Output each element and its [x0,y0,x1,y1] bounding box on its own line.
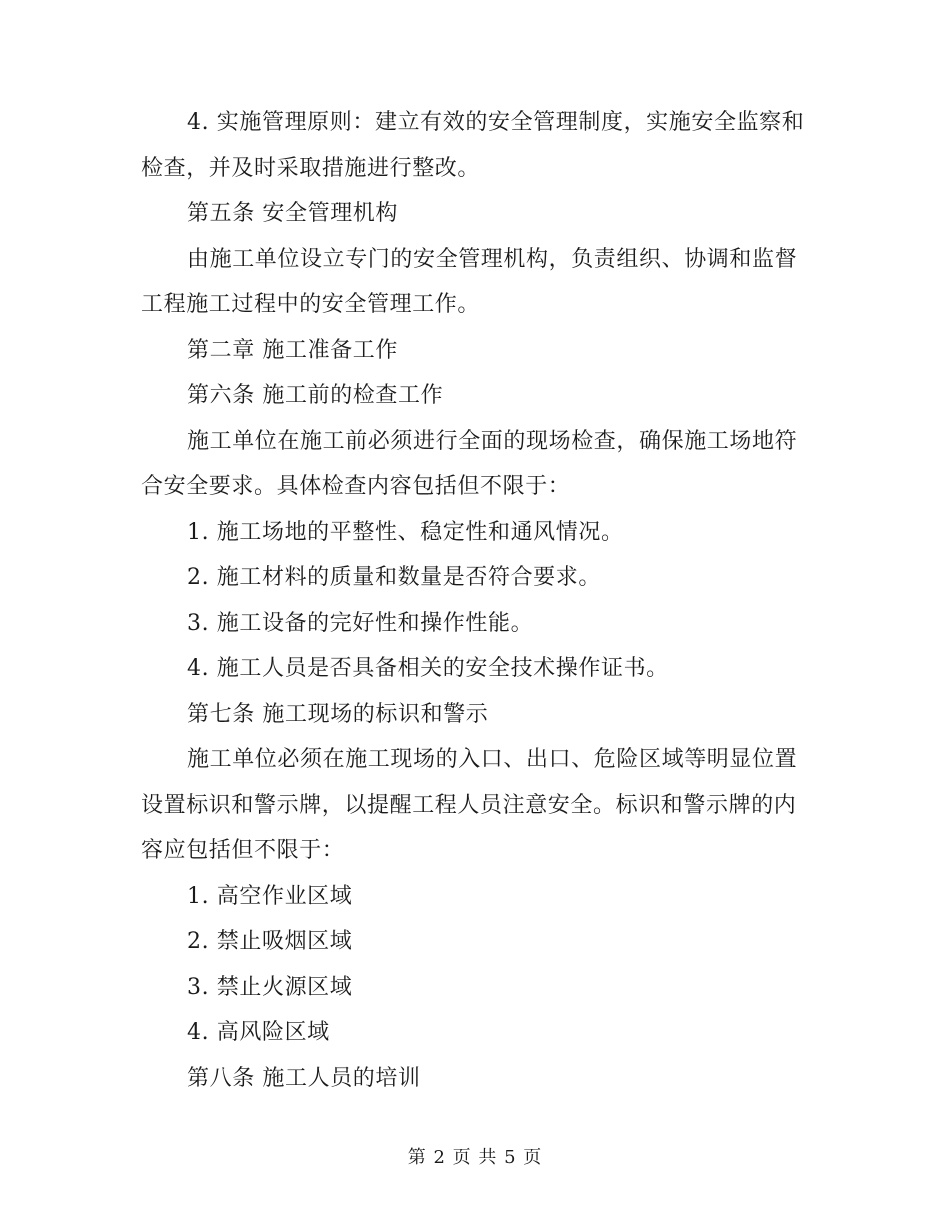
list-item: 2. 禁止吸烟区域 [187,929,353,954]
list-item: 2. 施工材料的质量和数量是否符合要求。 [187,565,601,590]
chapter-2-heading: 第二章 施工准备工作 [187,337,398,363]
list-item: 3. 施工设备的完好性和操作性能。 [187,610,534,636]
page-number-footer: 第 2 页 共 5 页 [407,1147,543,1168]
article-5-heading: 第五条 安全管理机构 [187,201,398,226]
document-body [141,100,811,1101]
paragraph-article-7-body: 施工单位必须在施工现场的入口、出口、危险区域等明显位置设置标识和警示牌，以提醒工程人员注意安全。标识和警示牌的内容应包括但不限于： [141,747,798,863]
list-item: 1. 高空作业区域 [187,883,353,909]
paragraph-article-6-body: 施工单位在施工前必须进行全面的现场检查，确保施工场地符合安全要求。具体检查内容包括但不限于： [141,428,798,499]
list-item: 4. 施工人员是否具备相关的安全技术操作证书。 [187,656,669,681]
list-item: 3. 禁止火源区域 [187,974,353,1000]
paragraph-principle-4: 4. 实施管理原则：建立有效的安全管理制度，实施安全监察和检查，并及时采取措施进行整改。 [141,110,805,181]
article-6-heading: 第六条 施工前的检查工作 [187,383,444,408]
list-item: 4. 高风险区域 [187,1020,330,1045]
list-item: 1. 施工场地的平整性、稳定性和通风情况。 [187,519,624,545]
article-7-heading: 第七条 施工现场的标识和警示 [187,701,489,727]
article-8-heading: 第八条 施工人员的培训 [187,1065,421,1091]
paragraph-article-5-body: 由施工单位设立专门的安全管理机构，负责组织、协调和监督工程施工过程中的安全管理工作。 [141,246,798,317]
